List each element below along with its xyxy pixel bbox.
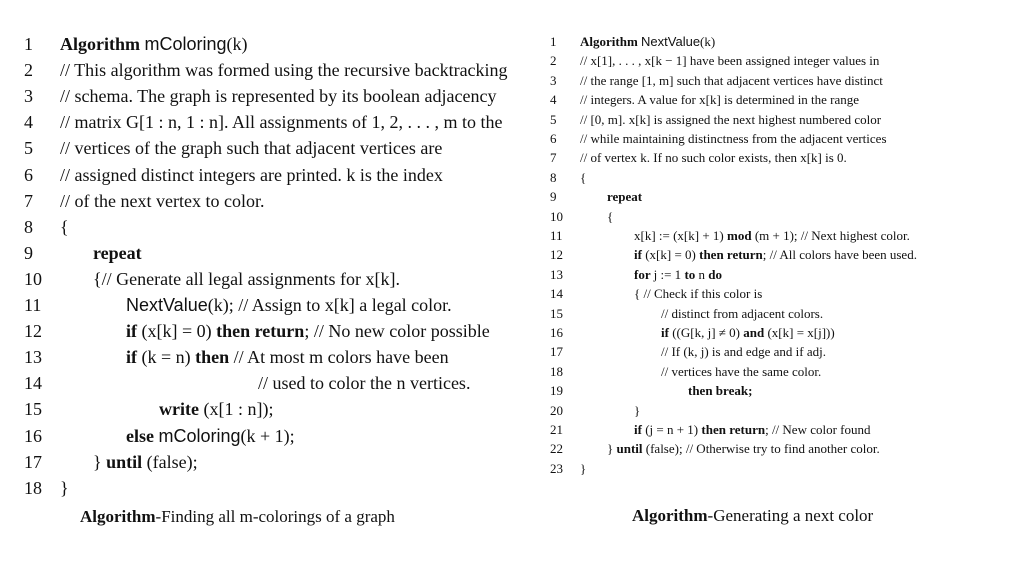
code-fragment: { [607,208,614,224]
code-text [60,478,69,499]
code-text [580,131,887,147]
code-fragment: (x[k] = 0) [645,247,700,263]
code-line [0,112,540,137]
code-line [540,228,1024,247]
line-number: 4 [550,92,557,108]
code-line [540,131,1024,150]
code-text [580,461,586,477]
keyword: for [634,266,654,282]
right-caption-text: -Generating a next color [707,506,874,525]
code-fragment: // used to color the n vertices. [258,373,471,394]
code-text [634,228,910,244]
code-text [634,267,722,283]
code-line [540,247,1024,266]
line-number: 17 [24,451,42,472]
code-text [580,170,586,186]
line-number: 12 [550,247,563,263]
code-fragment: } [607,441,617,457]
line-number: 17 [550,344,563,360]
code-fragment: (k) [700,34,716,49]
code-fragment: // x[1], . . . , x[k − 1] have been assigned integer values in [580,53,880,69]
code-fragment: // matrix G[1 : n, 1 : n]. All assignments of 1, 2, . . . , m to the [60,112,503,133]
line-number: 11 [24,295,42,315]
line-number: 7 [24,190,33,211]
left-caption-text: -Finding all m-colorings of a graph [155,507,395,526]
keyword: until [616,441,646,457]
line-number: 23 [550,460,563,476]
code-text [634,403,640,419]
line-number: 20 [550,402,563,418]
code-text [580,92,859,108]
code-line [540,325,1024,344]
code-fragment: ; // New color found [765,422,871,437]
code-text [580,112,881,128]
code-fragment: // This algorithm was formed using the recursive backtracking [60,60,508,81]
code-text [126,321,490,342]
code-line [0,191,540,216]
function-name: mColoring [158,425,241,446]
line-number: 5 [550,111,557,127]
keyword: to [684,266,699,282]
function-name: NextValue [126,295,208,315]
line-number: 15 [550,305,563,321]
code-line [540,112,1024,131]
code-text [60,60,508,81]
code-fragment: (k) [226,34,248,54]
code-line [0,321,540,346]
code-line [0,426,540,451]
code-text [60,138,442,159]
line-number: 14 [24,373,42,394]
code-fragment: } [60,477,69,498]
code-text [60,217,69,238]
line-number: 2 [24,60,33,81]
keyword: then return [699,247,763,263]
line-number: 16 [24,425,42,446]
code-text [607,189,642,205]
code-line [540,34,1024,53]
keyword: then [195,347,230,368]
right-algorithm-caption [632,506,873,526]
code-text [580,34,715,50]
code-text [661,364,821,380]
line-number: 18 [24,477,42,498]
code-text [60,34,248,55]
code-fragment: (false); [146,451,198,472]
code-line [0,269,540,294]
code-text [580,53,879,69]
line-number: 15 [24,399,42,420]
code-text [661,325,835,341]
code-fragment: // If (k, j) is and edge and if adj. [661,344,826,360]
code-fragment: { // Check if this color is [634,286,763,302]
code-text [580,73,883,89]
code-fragment: // At most m colors have been [229,347,449,368]
code-line [540,53,1024,72]
code-text [634,247,917,263]
line-number: 14 [550,286,563,302]
code-line [540,422,1024,441]
line-number: 6 [24,164,33,185]
code-line [540,286,1024,305]
code-line [540,209,1024,228]
line-number: 5 [24,138,33,159]
line-number: 18 [550,363,563,379]
line-number: 19 [550,383,563,399]
keyword: if [634,422,646,437]
code-fragment: ; // All colors have been used. [762,247,917,263]
code-fragment: (m + 1); // Next highest color. [754,228,910,243]
code-fragment: (x[k] = x[j])) [767,325,835,340]
line-number: 9 [550,189,557,205]
code-fragment: // while maintaining distinctness from the adjacent vertices [580,131,887,146]
code-text [126,426,295,447]
keyword: then break; [688,383,753,399]
code-line [540,403,1024,422]
code-text [607,209,613,225]
line-number: 13 [24,347,42,368]
code-fragment: // vertices have the same color. [661,363,822,379]
keyword: repeat [607,189,643,205]
code-line [540,461,1024,480]
line-number: 1 [24,34,33,54]
code-line [540,306,1024,325]
code-line [0,347,540,372]
code-fragment: ; // No new color possible [304,321,490,342]
function-name: mColoring [144,34,227,54]
code-line [540,364,1024,383]
keyword: then return [701,422,766,437]
code-fragment: // integers. A value for x[k] is determined in the range [580,92,860,108]
keyword: else [126,425,159,446]
keyword: then return [216,321,305,342]
line-number: 1 [550,34,557,49]
code-fragment: // schema. The graph is represented by its boolean adjacency [60,86,497,107]
line-number: 4 [24,112,33,133]
code-fragment: { [580,169,587,185]
code-line [0,217,540,242]
code-fragment: // of the next vertex to color. [60,190,265,211]
code-fragment: x[k] := (x[k] + 1) [634,228,727,243]
left-algorithm-caption [80,507,395,527]
keyword: do [708,266,723,282]
code-text [159,399,273,420]
keyword: until [106,451,147,472]
line-number: 8 [550,169,557,185]
keyword: Algorithm [580,34,642,49]
code-text [60,86,497,107]
keyword: Algorithm [60,34,145,54]
code-line [540,267,1024,286]
code-fragment: (x[1 : n]); [203,399,274,420]
function-name: NextValue [641,34,701,49]
code-fragment: // [0, m]. x[k] is assigned the next highest numbered color [580,111,882,127]
code-text [607,441,880,457]
code-text [93,243,142,264]
code-text [60,112,502,133]
line-number: 13 [550,266,563,282]
code-line [0,243,540,268]
code-fragment: (k + 1); [240,425,295,446]
code-text [93,269,400,290]
keyword: if [661,325,673,340]
code-line [540,383,1024,402]
line-number: 3 [550,72,557,88]
code-fragment: ((G[k, j] ≠ 0) [672,325,744,340]
code-text [60,191,264,212]
line-number: 21 [550,422,563,437]
code-fragment: // distinct from adjacent colors. [661,305,824,321]
line-number: 9 [24,242,33,263]
code-line [540,441,1024,460]
line-number: 22 [550,441,563,457]
code-line [0,399,540,424]
line-number: 12 [24,321,42,342]
code-text [634,422,871,438]
code-fragment: { [60,216,69,237]
keyword: and [743,325,768,340]
code-fragment: (j = n + 1) [645,422,702,437]
code-fragment: // assigned distinct integers are printed. k is the index [60,164,443,185]
right-caption-label: Algorithm [632,506,708,525]
line-number: 10 [550,208,563,224]
line-number: 6 [550,131,557,146]
code-line [540,344,1024,363]
code-fragment: {// Generate all legal assignments for x[k]. [93,268,401,289]
code-fragment: // vertices of the graph such that adjacent vertices are [60,138,443,159]
code-fragment: } [580,460,587,476]
code-text [126,347,449,368]
code-fragment: (k = n) [141,347,196,368]
code-line [540,170,1024,189]
line-number: 11 [550,228,563,243]
line-number: 10 [24,268,42,289]
code-text [60,165,443,186]
code-line [0,295,540,320]
code-line [0,86,540,111]
line-number: 2 [550,53,557,69]
keyword: if [126,321,142,342]
keyword: mod [727,228,755,243]
code-fragment: j := 1 [653,266,685,282]
code-line [540,150,1024,169]
code-text [661,306,823,322]
code-line [0,373,540,398]
code-text [93,452,198,473]
code-line [0,165,540,190]
line-number: 3 [24,86,33,107]
code-line [540,73,1024,92]
keyword: repeat [93,242,142,263]
code-fragment: } [93,451,107,472]
code-fragment: // of vertex k. If no such color exists, then x[k] is 0. [580,150,847,166]
code-line [540,92,1024,111]
line-number: 16 [550,325,563,340]
code-text [580,150,847,166]
code-line [0,452,540,477]
code-fragment: n [698,266,709,282]
code-fragment: (x[k] = 0) [141,321,217,342]
line-number: 7 [550,150,557,166]
code-fragment: (false); // Otherwise try to find another color. [645,441,880,457]
code-fragment: // the range [1, m] such that adjacent vertices have distinct [580,72,883,88]
code-text [634,286,762,302]
line-number: 8 [24,216,33,237]
code-line [540,189,1024,208]
code-text [688,383,752,399]
code-line [0,478,540,503]
code-line [0,138,540,163]
left-caption-label: Algorithm [80,507,156,526]
code-fragment: (k); // Assign to x[k] a legal color. [207,295,452,315]
code-line [0,34,540,59]
keyword: if [126,347,142,368]
code-text [126,295,452,316]
code-text [661,344,826,360]
code-line [0,60,540,85]
keyword: if [634,247,646,263]
code-fragment: } [634,402,641,418]
keyword: write [159,399,204,420]
code-text [258,373,470,394]
